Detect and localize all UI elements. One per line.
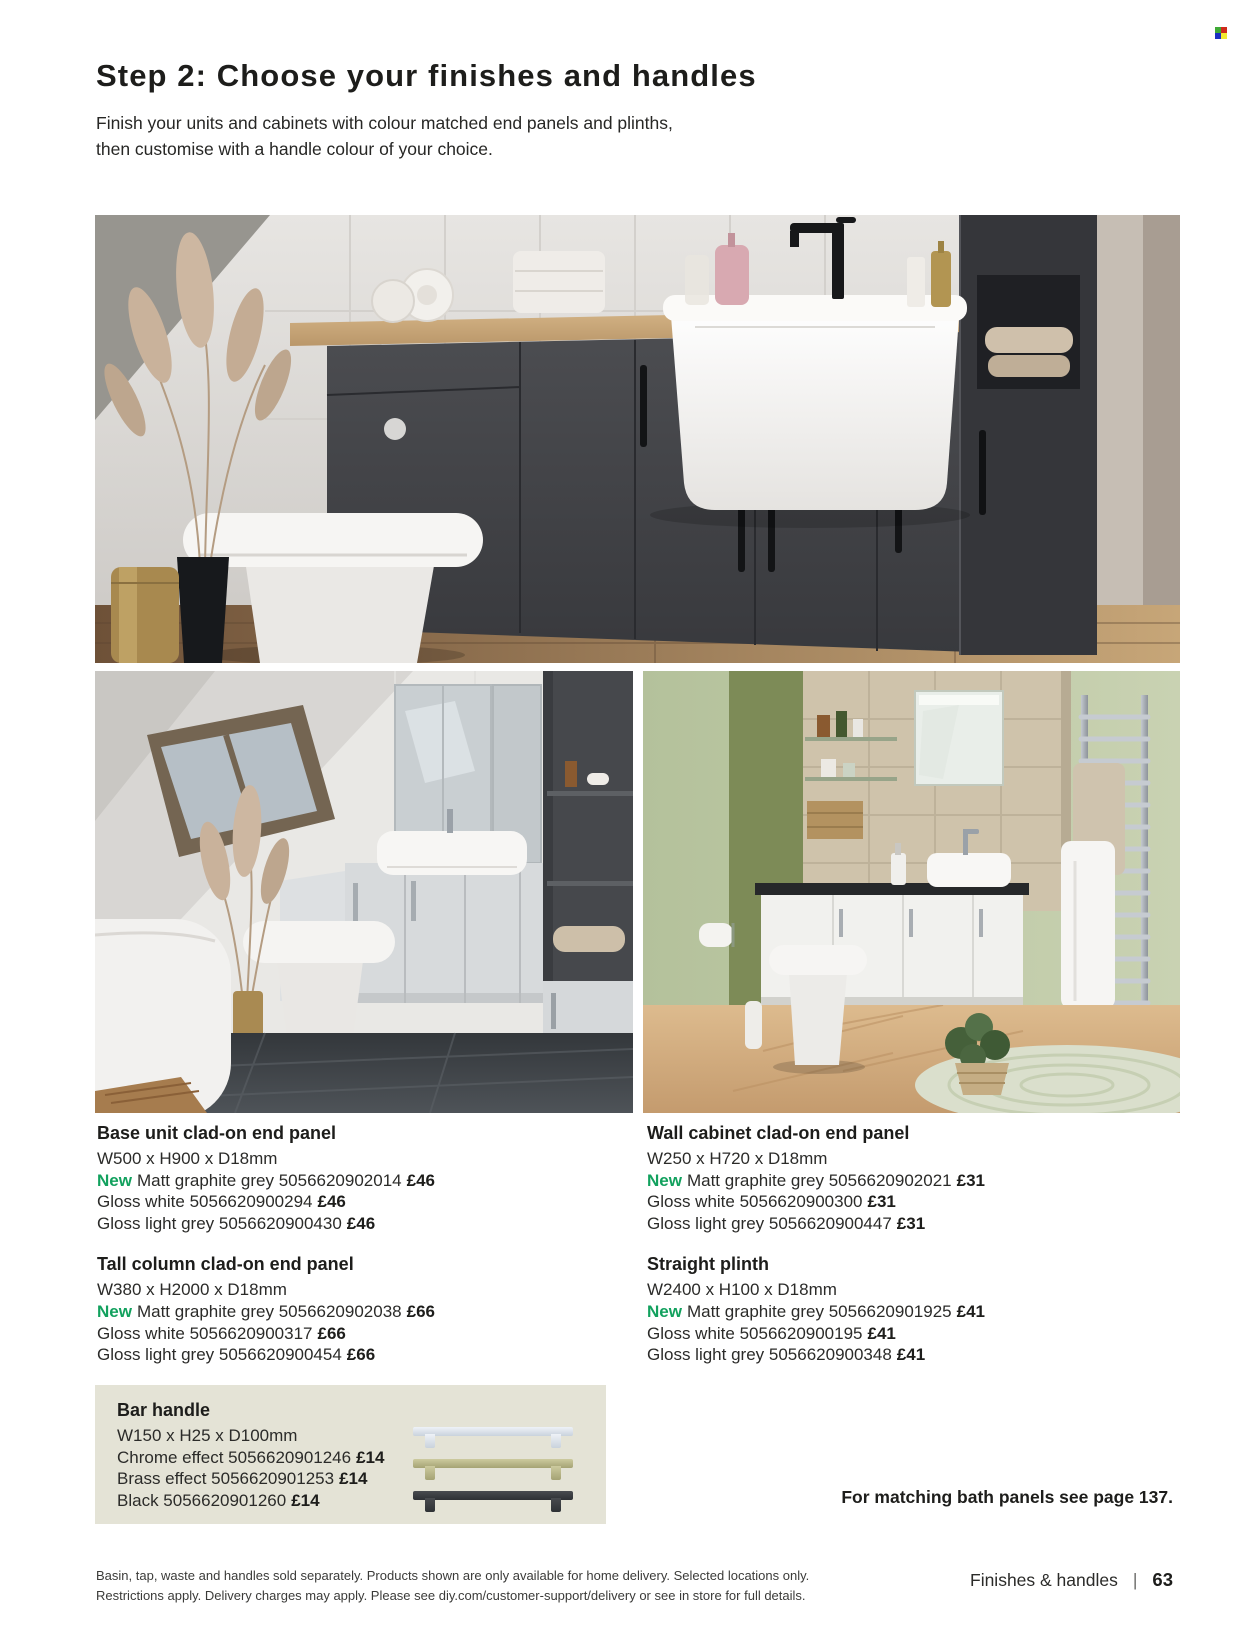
white-towel (1061, 841, 1115, 1009)
product-tall-column-end-panel (97, 1253, 642, 1365)
bar-handle-text (117, 1399, 384, 1511)
product-variant: New Matt graphite grey 5056620901925 £41 (647, 1301, 985, 1321)
product-variant: Black 5056620901260 £14 (117, 1490, 320, 1510)
product-size: W500 x H900 x D18mm (97, 1149, 278, 1168)
product-wall-cabinet-end-panel (647, 1122, 1192, 1234)
toilet-brush (745, 1001, 762, 1049)
plant-vase (177, 557, 229, 663)
product-title: Base unit clad-on end panel (97, 1123, 337, 1143)
section-name: Finishes & handles (970, 1570, 1118, 1590)
intro-text (96, 110, 673, 162)
product-size: W150 x H25 x D100mm (117, 1426, 298, 1445)
toilet-roll-holder (699, 923, 733, 947)
shelf-towel (553, 926, 625, 952)
price: £14 (339, 1469, 368, 1489)
page-number: 63 (1152, 1569, 1173, 1590)
footer-divider: | (1132, 1570, 1138, 1590)
product-variant: Gloss white 5056620900317 £66 (97, 1323, 346, 1343)
flush-button (384, 418, 406, 440)
price: £66 (346, 1345, 376, 1365)
photo-graphite-illustration (95, 215, 1180, 663)
price: £14 (356, 1447, 385, 1467)
new-badge: New (97, 1301, 132, 1321)
price: £41 (867, 1323, 896, 1343)
photo-attic-light-grey-bathroom (95, 671, 633, 1113)
product-column-left (97, 1122, 642, 1385)
product-variant: Gloss white 5056620900300 £31 (647, 1192, 896, 1212)
product-size: W2400 x H100 x D18mm (647, 1280, 837, 1300)
price: £46 (317, 1192, 346, 1212)
price: £66 (406, 1301, 435, 1321)
photo-green-illustration (643, 671, 1180, 1113)
wall-texture-strip (1143, 215, 1180, 663)
photo-green-wall-white-bathroom (643, 671, 1180, 1113)
open-shelf-column (543, 671, 633, 1081)
new-badge: New (647, 1301, 682, 1321)
brass-bin (111, 567, 179, 663)
niche-towel (988, 355, 1070, 377)
reg-square-yellow (1221, 33, 1227, 39)
product-variant: Gloss light grey 5056620900430 £46 (97, 1213, 376, 1233)
tap (447, 809, 453, 833)
product-variant: Gloss white 5056620900195 £41 (647, 1323, 896, 1343)
chrome-handle-image (413, 1427, 573, 1459)
price: £31 (956, 1170, 985, 1190)
intro-line-1: Finish your units and cabinets with colour matched end panels and plinths, (96, 113, 673, 133)
small-print-line-1: Basin, tap, waste and handles sold separately. Products shown are only available for home delivery. Selected locations only. (96, 1568, 810, 1583)
photo-graphite-grey-bathroom (95, 215, 1180, 663)
product-size: W380 x H2000 x D18mm (97, 1280, 287, 1300)
legal-small-print (96, 1566, 809, 1606)
new-badge: New (97, 1170, 132, 1190)
mirror (915, 691, 1003, 785)
price: £66 (317, 1323, 346, 1343)
product-straight-plinth (647, 1253, 1192, 1365)
price: £41 (956, 1301, 985, 1321)
product-variant: New Matt graphite grey 5056620902038 £66 (97, 1301, 435, 1321)
product-variant: Chrome effect 5056620901246 £14 (117, 1447, 385, 1467)
brass-handle-image (413, 1459, 573, 1491)
new-badge: New (647, 1170, 682, 1190)
price: £46 (406, 1170, 435, 1190)
bar-handle-images (413, 1427, 573, 1523)
intro-line-2: then customise with a handle colour of your choice. (96, 139, 493, 159)
shelf-bottle (565, 761, 577, 787)
photo-attic-illustration (95, 671, 633, 1113)
niche-towel (985, 327, 1073, 353)
product-title: Bar handle (117, 1400, 211, 1420)
black-handle-image (413, 1491, 573, 1523)
page-footer-reference (970, 1569, 1173, 1591)
wooden-box (807, 801, 863, 839)
product-size: W250 x H720 x D18mm (647, 1149, 828, 1168)
product-column-right (647, 1122, 1192, 1385)
product-base-unit-end-panel (97, 1122, 642, 1234)
product-variant: New Matt graphite grey 5056620902021 £31 (647, 1170, 985, 1190)
product-variant: New Matt graphite grey 5056620902014 £46 (97, 1170, 435, 1190)
product-variant: Gloss white 5056620900294 £46 (97, 1192, 346, 1212)
tall-cabinet-handle (979, 430, 986, 515)
basin (670, 303, 960, 510)
price: £41 (896, 1345, 926, 1365)
bath-panels-cross-reference: For matching bath panels see page 137. (841, 1487, 1173, 1507)
price: £46 (346, 1213, 376, 1233)
product-variant: Brass effect 5056620901253 £14 (117, 1469, 368, 1489)
product-variant: Gloss light grey 5056620900454 £66 (97, 1345, 376, 1365)
product-title: Tall column clad-on end panel (97, 1254, 354, 1275)
product-variant: Gloss light grey 5056620900447 £31 (647, 1213, 926, 1233)
lower-door-handle (551, 993, 556, 1029)
price: £31 (896, 1213, 926, 1233)
page-title: Step 2: Choose your finishes and handles (96, 58, 757, 93)
print-registration-mark (1215, 27, 1227, 39)
product-variant: Gloss light grey 5056620900348 £41 (647, 1345, 926, 1365)
bar-handle-panel (95, 1385, 606, 1524)
shelf-bowl (587, 773, 609, 785)
product-title: Straight plinth (647, 1254, 769, 1275)
tall-cabinet (960, 215, 1097, 655)
product-title: Wall cabinet clad-on end panel (647, 1123, 910, 1143)
price: £31 (867, 1192, 896, 1212)
small-print-line-2: Restrictions apply. Delivery charges may apply. Please see diy.com/customer-support/delivery or see in store for full details. (96, 1588, 806, 1603)
price: £14 (291, 1490, 320, 1510)
